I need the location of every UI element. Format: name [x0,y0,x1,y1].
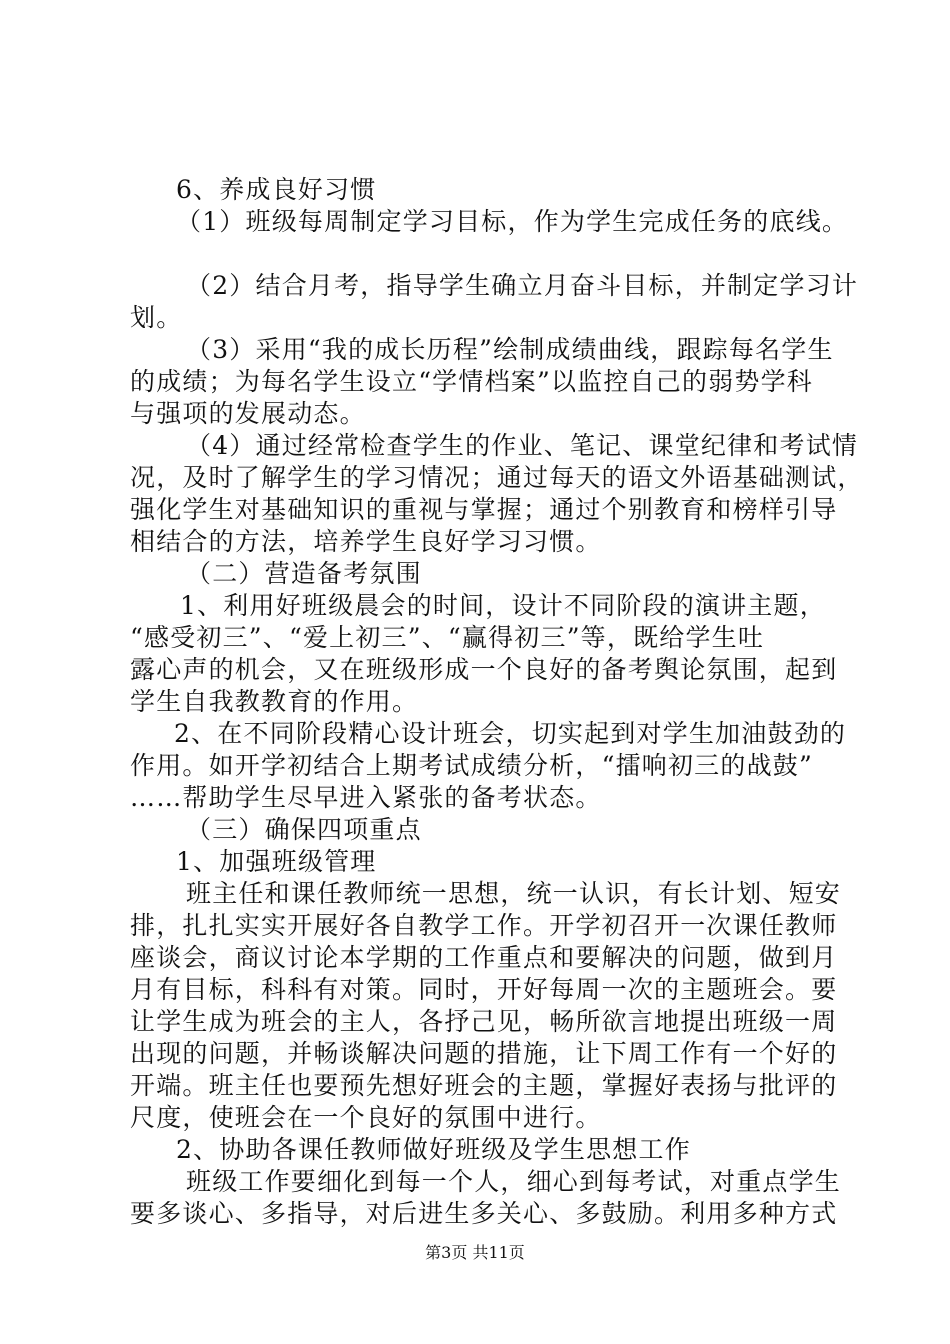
paragraph-line: （1）班级每周制定学习目标，作为学生完成任务的底线。 [176,207,849,236]
paragraph-line: 强化学生对基础知识的重视与掌握；通过个别教育和榜样引导 [130,495,838,524]
paragraph-line: 作用。如开学初结合上期考试成绩分析，“擂响初三的战鼓” [130,751,813,780]
paragraph-line: 排，扎扎实实开展好各自教学工作。开学初召开一次课任教师 [130,911,838,940]
paragraph-line: （4）通过经常检查学生的作业、笔记、课堂纪律和考试情 [186,431,859,460]
paragraph-line: 座谈会，商议讨论本学期的工作重点和要解决的问题，做到月 [130,943,838,972]
paragraph-line: 要多谈心、多指导，对后进生多关心、多鼓励。利用多种方式 [130,1199,838,1228]
paragraph-line: 出现的问题，并畅谈解决问题的措施，让下周工作有一个好的 [130,1039,838,1068]
paragraph-line: 尺度，使班会在一个良好的氛围中进行。 [130,1103,602,1132]
paragraph-line: 班级工作要细化到每一个人，细心到每考试，对重点学生 [186,1167,842,1196]
section-heading: （二）营造备考氛围 [186,559,422,588]
paragraph-line: 开端。班主任也要预先想好班会的主题，掌握好表扬与批评的 [130,1071,838,1100]
paragraph-line: 露心声的机会，又在班级形成一个良好的备考舆论氛围，起到 [130,655,838,684]
paragraph-line: 况，及时了解学生的学习情况；通过每天的语文外语基础测试， [130,463,864,492]
paragraph-line: 月有目标，科科有对策。同时，开好每周一次的主题班会。要 [130,975,838,1004]
section-heading: （三）确保四项重点 [186,815,422,844]
page-footer: 第3页 共11页 [425,1243,525,1262]
paragraph-line: （2）结合月考，指导学生确立月奋斗目标，并制定学习计 [186,271,859,300]
subsection-heading: 2、协助各课任教师做好班级及学生思想工作 [176,1135,691,1164]
paragraph-line: ……帮助学生尽早进入紧张的备考状态。 [130,783,602,812]
paragraph-line: 的成绩；为每名学生设立“学情档案”以监控自己的弱势学科 [130,367,813,396]
paragraph-line: 1、利用好班级晨会的时间，设计不同阶段的演讲主题， [180,591,826,620]
paragraph-line: 让学生成为班会的主人，各抒己见，畅所欲言地提出班级一周 [130,1007,838,1036]
subsection-heading: 1、加强班级管理 [176,847,377,876]
section-heading: 6、养成良好习惯 [176,175,377,204]
paragraph-line: “感受初三”、“爱上初三”、“赢得初三”等，既给学生吐 [130,623,765,652]
paragraph-line: 划。 [130,303,183,332]
paragraph-line: 学生自我教教育的作用。 [130,687,419,716]
paragraph-line: 2、在不同阶段精心设计班会，切实起到对学生加油鼓劲的 [174,719,847,748]
paragraph-line: 与强项的发展动态。 [130,399,366,428]
paragraph-line: 班主任和课任教师统一思想，统一认识，有长计划、短安 [186,879,842,908]
paragraph-line: （3）采用“我的成长历程”绘制成绩曲线，跟踪每名学生 [186,335,834,364]
paragraph-line: 相结合的方法，培养学生良好学习习惯。 [130,527,602,556]
